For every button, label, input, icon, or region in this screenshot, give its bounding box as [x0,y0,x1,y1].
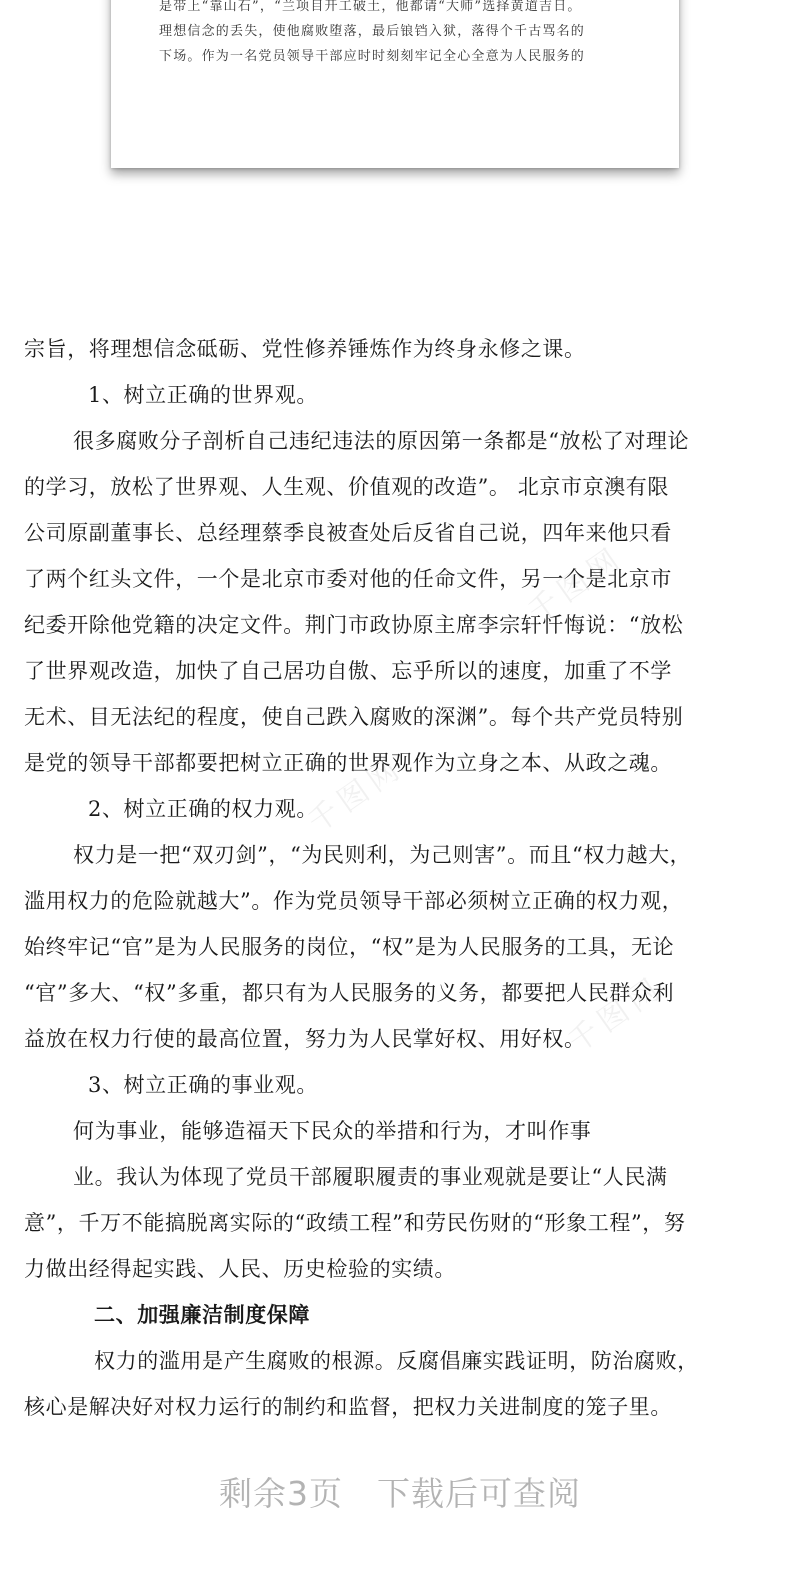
section-heading-integrity-system: 二、加强廉洁制度保障 [94,1303,310,1327]
paragraph-line: 的学习，放松了世界观、人生观、价值观的改造”。 北京市京澳有限 [24,475,670,499]
section-title-worldview: 1、树立正确的世界观。 [88,383,318,407]
paragraph-line: 核心是解决好对权力运行的制约和监督，把权力关进制度的笼子里。 [24,1395,672,1419]
remaining-pages-prompt[interactable] [0,1468,800,1515]
paragraph: 宗旨，将理想信念砥砺、党性修养锤炼作为终身永修之课。 [24,337,586,361]
download-to-view-hint[interactable]: 下载后可查阅 [377,1474,581,1513]
paragraph-line: 是党的领导干部都要把树立正确的世界观作为立身之本、从政之魂。 [24,751,672,775]
paragraph-line: “官”多大、“权”多重，都只有为人民服务的义务，都要把人民群众利 [24,981,675,1005]
section-title-power-view: 2、树立正确的权力观。 [88,797,318,821]
paragraph-line: 了两个红头文件，一个是北京市委对他的任命文件，另一个是北京市 [24,567,672,591]
paragraph-line: 无术、目无法纪的程度，使自己跌入腐败的深渊”。每个共产党员特别 [24,705,684,729]
document-body [24,326,784,1430]
watermark: 千图网 [301,749,411,841]
paragraph-line: 始终牢记“官”是为人民服务的岗位，“权”是为人民服务的工具，无论 [24,935,675,959]
paragraph-line: 业。我认为体现了党员干部履职履责的事业观就是要让“人民满 [73,1165,668,1189]
paragraph-line: 公司原副董事长、总经理蔡季良被查处后反省自己说，四年来他只看 [24,521,672,545]
paragraph-line: 很多腐败分子剖析自己违纪违法的原因第一条都是“放松了对理论 [73,429,690,453]
paragraph-line: 力做出经得起实践、人民、历史检验的实绩。 [24,1257,456,1281]
preview-page-card [111,0,679,168]
paragraph-line: 何为事业，能够造福天下民众的举措和行为，才叫作事 [73,1119,592,1143]
watermark: 千图网 [561,969,671,1061]
paragraph-line: 了世界观改造，加快了自己居功自傲、忘乎所以的速度，加重了不学 [24,659,672,683]
paragraph-line: 权力的滥用是产生腐败的根源。反腐倡廉实践证明，防治腐败， [94,1349,699,1373]
preview-line: 下场。作为一名党员领导干部应时时刻刻牢记全心全意为人民服务的 [159,49,586,64]
section-title-career-view: 3、树立正确的事业观。 [88,1073,318,1097]
paragraph-line: 意”，千万不能搞脱离实际的“政绩工程”和劳民伤财的“形象工程”，努 [24,1211,686,1235]
watermark: 千图网 [521,539,631,631]
paragraph-line: 滥用权力的危险就越大”。作为党员领导干部必须树立正确的权力观， [24,889,684,913]
paragraph-line: 益放在权力行使的最高位置，努力为人民掌好权、用好权。 [24,1027,586,1051]
paragraph-line: 纪委开除他党籍的决定文件。荆门市政协原主席李宗轩忏悔说：“放松 [24,613,684,637]
remaining-pages-count[interactable]: 剩余3页 [219,1474,343,1513]
preview-line: 理想信念的丢失，使他腐败堕落，最后锒铛入狱，落得个千古骂名的 [159,24,586,39]
preview-line: 是带上“靠山石”，“兰项目开工破土，他都请“大师”选择黄道吉日。 [159,0,582,14]
paragraph-line: 权力是一把“双刃剑”，“为民则利，为己则害”。而且“权力越大， [73,843,692,867]
preview-text [159,0,631,69]
